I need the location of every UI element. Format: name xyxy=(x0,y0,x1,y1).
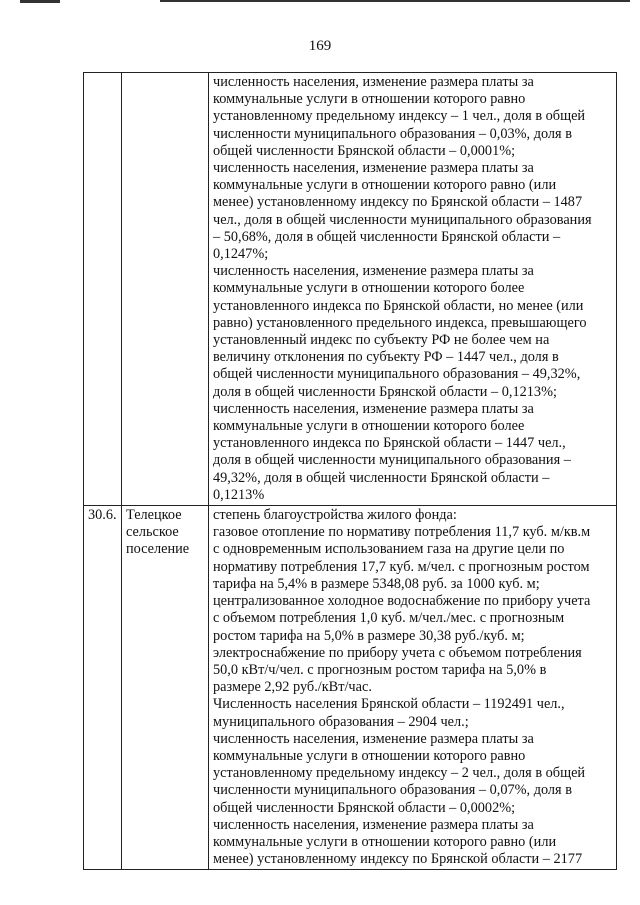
text-line: ростом тарифа на 5,0% в размере 30,38 руб./куб. м; xyxy=(213,627,525,644)
text-line: общей численности муниципального образования – 49,32%, xyxy=(213,366,581,383)
row-number-cell xyxy=(84,73,122,506)
text-line: электроснабжение по прибору учета с объемом потребления xyxy=(213,644,582,661)
text-line: коммунальные услуги в отношении которого равно xyxy=(213,91,526,108)
text-line: нормативу потребления 17,7 куб. м/чел. с прогнозным ростом xyxy=(213,558,590,575)
text-line: менее) установленному индексу по Брянской области – 1487 xyxy=(213,194,583,211)
settlement-name xyxy=(126,507,204,559)
text-line: 50,0 кВт/ч/чел. с прогнозным ростом тарифа на 5,0% в xyxy=(213,661,547,678)
text-line: размере 2,92 руб./кВт/час. xyxy=(213,679,372,696)
text-line: коммунальные услуги в отношении которого более xyxy=(213,280,525,297)
text-line: общей численности Брянской области – 0,0001%; xyxy=(213,142,516,159)
table-row xyxy=(84,506,617,870)
row-number: 30.6. xyxy=(88,507,117,524)
document-table xyxy=(83,72,617,870)
text-line: установленный индекс по субъекту РФ не более чем на xyxy=(213,332,550,349)
text-line: численности муниципального образования – 0,03%, доля в xyxy=(213,125,572,142)
text-line: численности муниципального образования – 0,07%, доля в xyxy=(213,782,572,799)
description-cell xyxy=(209,506,617,870)
text-line: централизованное холодное водоснабжение по прибору учета xyxy=(213,593,591,610)
text-line: с одновременным использованием газа на другие цели по xyxy=(213,541,565,558)
description-text xyxy=(213,74,612,504)
text-line: – 50,68%, доля в общей численности Брянской области – xyxy=(213,228,561,245)
text-line: муниципального образования – 2904 чел.; xyxy=(213,713,469,730)
table-row xyxy=(84,73,617,506)
text-line: численность населения, изменение размера платы за xyxy=(213,263,534,280)
text-line: коммунальные услуги в отношении которого равно (или xyxy=(213,177,557,194)
text-line: общей численности Брянской области – 0,0002%; xyxy=(213,799,516,816)
row-number-cell xyxy=(84,506,122,870)
text-line: коммунальные услуги в отношении которого более xyxy=(213,418,525,435)
text-line: 0,1247%; xyxy=(213,246,269,263)
description-text xyxy=(213,507,612,868)
text-line: равно) установленного предельного индекса, превышающего xyxy=(213,314,587,331)
description-cell xyxy=(209,73,617,506)
text-line: доля в общей численности Брянской области – 0,1213%; xyxy=(213,383,557,400)
text-line: установленному предельному индексу – 1 чел., доля в общей xyxy=(213,108,586,125)
text-line: 0,1213% xyxy=(213,486,265,503)
text-line: чел., доля в общей численности муниципального образования xyxy=(213,211,592,228)
settlement-cell xyxy=(122,73,209,506)
scan-mark-left xyxy=(20,0,60,3)
text-line: Телецкое xyxy=(126,507,182,524)
scan-mark-top xyxy=(160,0,630,2)
text-line: численность населения, изменение размера платы за xyxy=(213,74,534,90)
text-line: степень благоустройства жилого фонда: xyxy=(213,507,457,524)
text-line: численность населения, изменение размера платы за xyxy=(213,730,534,747)
settlement-cell xyxy=(122,506,209,870)
text-line: величину отклонения по субъекту РФ – 1447 чел., доля в xyxy=(213,349,559,366)
text-line: доля в общей численности муниципального образования – xyxy=(213,452,571,469)
text-line: коммунальные услуги в отношении которого равно (или xyxy=(213,833,557,850)
text-line: тарифа на 5,4% в размере 5348,08 руб. за 1000 куб. м; xyxy=(213,575,540,592)
text-line: численность населения, изменение размера платы за xyxy=(213,816,534,833)
text-line: с объемом потребления 1,0 куб. м/чел./мес. с прогнозным xyxy=(213,610,565,627)
text-line: установленному предельному индексу – 2 чел., доля в общей xyxy=(213,765,586,782)
text-line: поселение xyxy=(126,541,190,558)
text-line: газовое отопление по нормативу потребления 11,7 куб. м/кв.м xyxy=(213,524,591,541)
text-line: численность населения, изменение размера платы за xyxy=(213,400,534,417)
text-line: численность населения, изменение размера платы за xyxy=(213,160,534,177)
page-number: 169 xyxy=(308,38,332,54)
text-line: сельское xyxy=(126,524,179,541)
text-line: 49,32%, доля в общей численности Брянской области – xyxy=(213,469,550,486)
text-line: менее) установленному индексу по Брянской области – 2177 xyxy=(213,851,583,868)
text-line: коммунальные услуги в отношении которого равно xyxy=(213,747,526,764)
text-line: установленного индекса по Брянской области, но менее (или xyxy=(213,297,584,314)
text-line: установленного индекса по Брянской области – 1447 чел., xyxy=(213,435,566,452)
text-line: Численность населения Брянской области – 1192491 чел., xyxy=(213,696,565,713)
